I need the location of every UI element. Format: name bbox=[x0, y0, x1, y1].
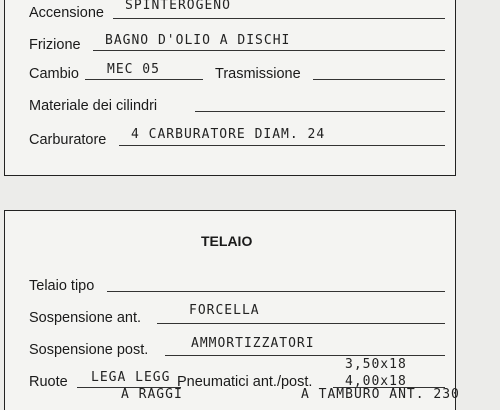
cambio-label: Cambio bbox=[29, 66, 79, 82]
pneumatici-value-2: 4,00x18 bbox=[345, 374, 407, 389]
carburatore-value: 4 CARBURATORE DIAM. 24 bbox=[131, 127, 326, 142]
telaio-tipo-line bbox=[107, 291, 445, 292]
trasmissione-line bbox=[313, 79, 445, 80]
ruote-value-1: LEGA LEGG bbox=[91, 370, 171, 385]
sospensione-post-label: Sospensione post. bbox=[29, 342, 149, 358]
sospensione-ant-label: Sospensione ant. bbox=[29, 310, 142, 326]
sospensione-post-line bbox=[165, 355, 445, 356]
sospensione-ant-line bbox=[157, 323, 445, 324]
materiale-cilindri-label: Materiale dei cilindri bbox=[29, 98, 158, 114]
ruote-label: Ruote bbox=[29, 374, 68, 390]
cambio-value: MEC 05 bbox=[107, 62, 160, 77]
frizione-line bbox=[93, 50, 445, 51]
frizione-value: BAGNO D'OLIO A DISCHI bbox=[105, 33, 291, 48]
trasmissione-label: Trasmissione bbox=[215, 66, 301, 82]
accensione-value: SPINTEROGENO bbox=[125, 0, 231, 13]
sospensione-post-value: AMMORTIZZATORI bbox=[191, 336, 315, 351]
frizione-label: Frizione bbox=[29, 37, 81, 53]
sospensione-ant-value: FORCELLA bbox=[189, 303, 260, 318]
ruote-value-2: A RAGGI bbox=[121, 387, 183, 402]
pneumatici-value-1: 3,50x18 bbox=[345, 357, 407, 372]
accensione-line bbox=[113, 18, 445, 19]
pneumatici-label: Pneumatici ant./post. bbox=[177, 374, 313, 390]
accensione-label: Accensione bbox=[29, 5, 104, 21]
engine-form-box bbox=[4, 0, 456, 176]
telaio-title: TELAIO bbox=[201, 233, 253, 249]
carburatore-label: Carburatore bbox=[29, 132, 107, 148]
carburatore-line bbox=[119, 145, 445, 146]
telaio-tipo-label: Telaio tipo bbox=[29, 278, 95, 294]
freni-value: A TAMBURO ANT. 230 bbox=[301, 387, 460, 402]
cambio-line bbox=[85, 79, 203, 80]
telaio-form-box bbox=[4, 210, 460, 410]
materiale-cilindri-line bbox=[195, 111, 445, 112]
